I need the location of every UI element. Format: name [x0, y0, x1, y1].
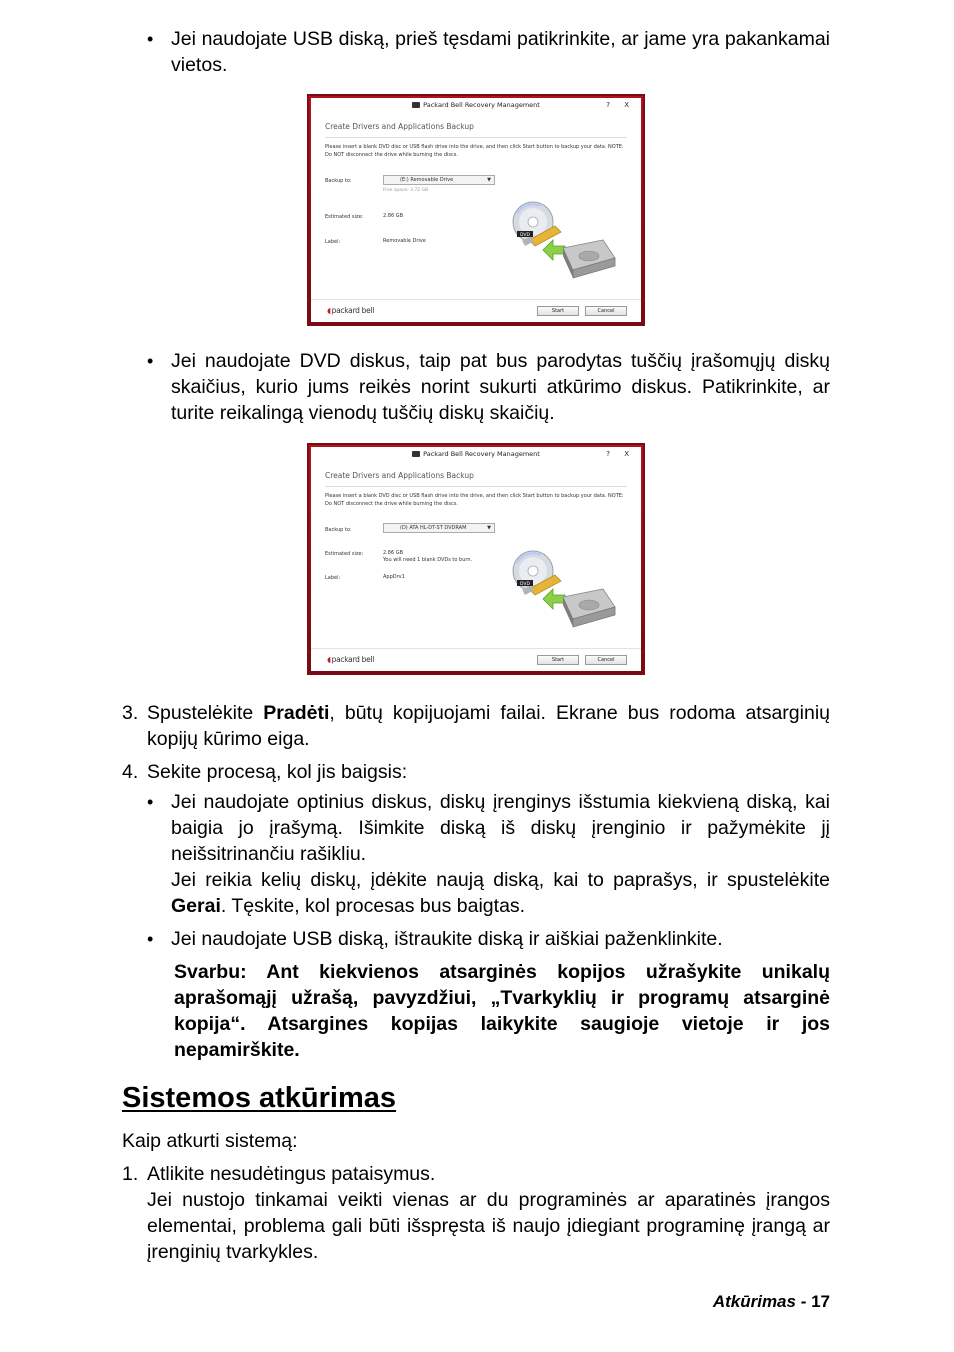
- intro-text: Kaip atkurti sistemą:: [122, 1130, 298, 1152]
- step-1-text: Atlikite nesudėtingus pataisymus.: [147, 1163, 436, 1185]
- estimated-size-value: 2.86 GB: [383, 550, 404, 556]
- step-number: 4.: [122, 761, 139, 783]
- label-value: Removable Drive: [383, 238, 426, 244]
- hard-drive-icon: [563, 589, 615, 627]
- page-footer: [713, 1292, 830, 1312]
- screenshot-dvd-backup: [307, 443, 645, 675]
- estimated-size-label: Estimated size:: [325, 214, 364, 220]
- bullet-marker: •: [147, 351, 154, 371]
- screenshot-usb-backup: [307, 94, 645, 326]
- dialog-heading: Create Drivers and Applications Backup: [325, 122, 474, 131]
- bold-start-term: Pradėti: [263, 702, 330, 724]
- label-label: Label:: [325, 575, 341, 581]
- window-title: Packard Bell Recovery Management: [423, 450, 540, 458]
- recovery-window: [311, 98, 641, 322]
- section-title: Sistemos atkūrimas: [122, 1082, 397, 1114]
- window-controls[interactable]: ? X: [606, 450, 635, 458]
- window-titlebar: [311, 447, 641, 461]
- bullet-usb-space: Jei naudojate USB diską, prieš tęsdami patikrinkite, ar jame yra pakankamai vietos.: [171, 28, 830, 76]
- backup-illustration: [503, 200, 623, 290]
- estimated-size-label: Estimated size:: [325, 551, 364, 557]
- step-number: 3.: [122, 702, 139, 724]
- bullet-marker: •: [147, 929, 154, 949]
- backup-to-value: (D) ATA HL-DT-ST DVDRAM: [400, 525, 467, 531]
- chevron-down-icon: ▼: [487, 177, 491, 183]
- dvd-count-note: You will need 1 blank DVDs to burn.: [383, 557, 473, 563]
- bullet-multiple-discs: Jei reikia kelių diskų, įdėkite naują diską, kai to paprašys, ir spustelėkite Gerai. Tęskite, kol procesas bus baigtas.: [171, 869, 830, 917]
- backup-to-label: Backup to:: [325, 178, 352, 184]
- divider: [325, 137, 627, 138]
- recovery-window: [311, 447, 641, 671]
- instructions-text: Please insert a blank DVD disc or USB flash drive into the drive, and then click Start button to backup your data. NOTE: Do NOT disconnect the drive while burning the discs.: [325, 144, 624, 158]
- cancel-button[interactable]: Cancel: [585, 655, 627, 665]
- footer-divider: [311, 648, 641, 649]
- backup-to-select[interactable]: [383, 175, 495, 185]
- cancel-button[interactable]: Cancel: [585, 306, 627, 316]
- label-value: AppDrv1: [383, 574, 405, 580]
- app-icon: [412, 451, 420, 457]
- free-space-text: Free space: 3.72 GB: [383, 188, 429, 193]
- bullet-dvd-count: Jei naudojate DVD diskus, taip pat bus parodytas tuščių įrašomųjų diskų skaičius, kurio jums reikės norint sukurti atkūrimo diskus. Patikrinkite, ar turite reikalingą vienodų tuščių diskų skaičių.: [171, 350, 830, 424]
- backup-to-label: Backup to:: [325, 527, 352, 533]
- start-button[interactable]: Start: [537, 306, 579, 316]
- bullet-usb-label: Jei naudojate USB diską, ištraukite diską ir aiškiai paženklinkite.: [171, 928, 723, 950]
- estimated-size-value: 2.86 GB: [383, 213, 404, 219]
- window-controls[interactable]: ? X: [606, 101, 635, 109]
- important-note: Svarbu: Ant kiekvienos atsarginės kopijos užrašykite unikalų aprašomąjį užrašą, pavyzdžiui, „Tvarkyklių ir programų atsarginė kopija“. Atsargines kopijas laikykite saugioje vietoje ir jos nepamirškite.: [174, 961, 830, 1061]
- page-number: 17: [811, 1292, 830, 1311]
- arrow-icon: [543, 240, 565, 260]
- bold-ok-term: Gerai: [171, 895, 221, 917]
- step-number: 1.: [122, 1163, 139, 1185]
- bullet-optical-discs: Jei naudojate optinius diskus, diskų įrenginys išstumia kiekvieną diską, kai baigia jo įrašymą. Išimkite diską iš diskų įrenginio ir pažymėkite jį neišsitrinančiu rašikliu.: [171, 791, 830, 865]
- window-titlebar: [311, 98, 641, 112]
- app-icon: [412, 102, 420, 108]
- footer-divider: [311, 299, 641, 300]
- dvd-badge-text: DVD: [520, 233, 530, 238]
- packard-bell-logo: ◖packard bell: [327, 655, 374, 664]
- packard-bell-logo: ◖packard bell: [327, 306, 374, 315]
- chevron-down-icon: ▼: [487, 525, 491, 531]
- dvd-badge-text: DVD: [520, 582, 530, 587]
- step-3-text: Spustelėkite Pradėti, būtų kopijuojami failai. Ekrane bus rodoma atsarginių kopijų kūrimo eiga.: [147, 702, 830, 750]
- hard-drive-icon: [563, 240, 615, 278]
- backup-to-value: (E:) Removable Drive: [400, 177, 454, 183]
- footer-chapter: Atkūrimas -: [712, 1292, 812, 1311]
- window-title: Packard Bell Recovery Management: [423, 101, 540, 109]
- backup-illustration: [503, 549, 623, 639]
- bullet-marker: •: [147, 792, 154, 812]
- backup-to-select[interactable]: [383, 523, 495, 533]
- step-4-text: Sekite procesą, kol jis baigsis:: [147, 761, 408, 783]
- label-label: Label:: [325, 239, 341, 245]
- step-1-detail: Jei nustojo tinkamai veikti vienas ar du programinės ar aparatinės įrangos elementai, problema gali būti išspręsta iš naujo įdiegiant programinę įrangą ar įrenginių tvarkykles.: [147, 1189, 830, 1263]
- dialog-heading: Create Drivers and Applications Backup: [325, 471, 474, 480]
- arrow-icon: [543, 589, 565, 609]
- instructions-text: Please insert a blank DVD disc or USB flash drive into the drive, and then click Start button to backup your data. NOTE: Do NOT disconnect the drive while burning the discs.: [325, 493, 624, 507]
- bullet-marker: •: [147, 29, 154, 49]
- start-button[interactable]: Start: [537, 655, 579, 665]
- divider: [325, 486, 627, 487]
